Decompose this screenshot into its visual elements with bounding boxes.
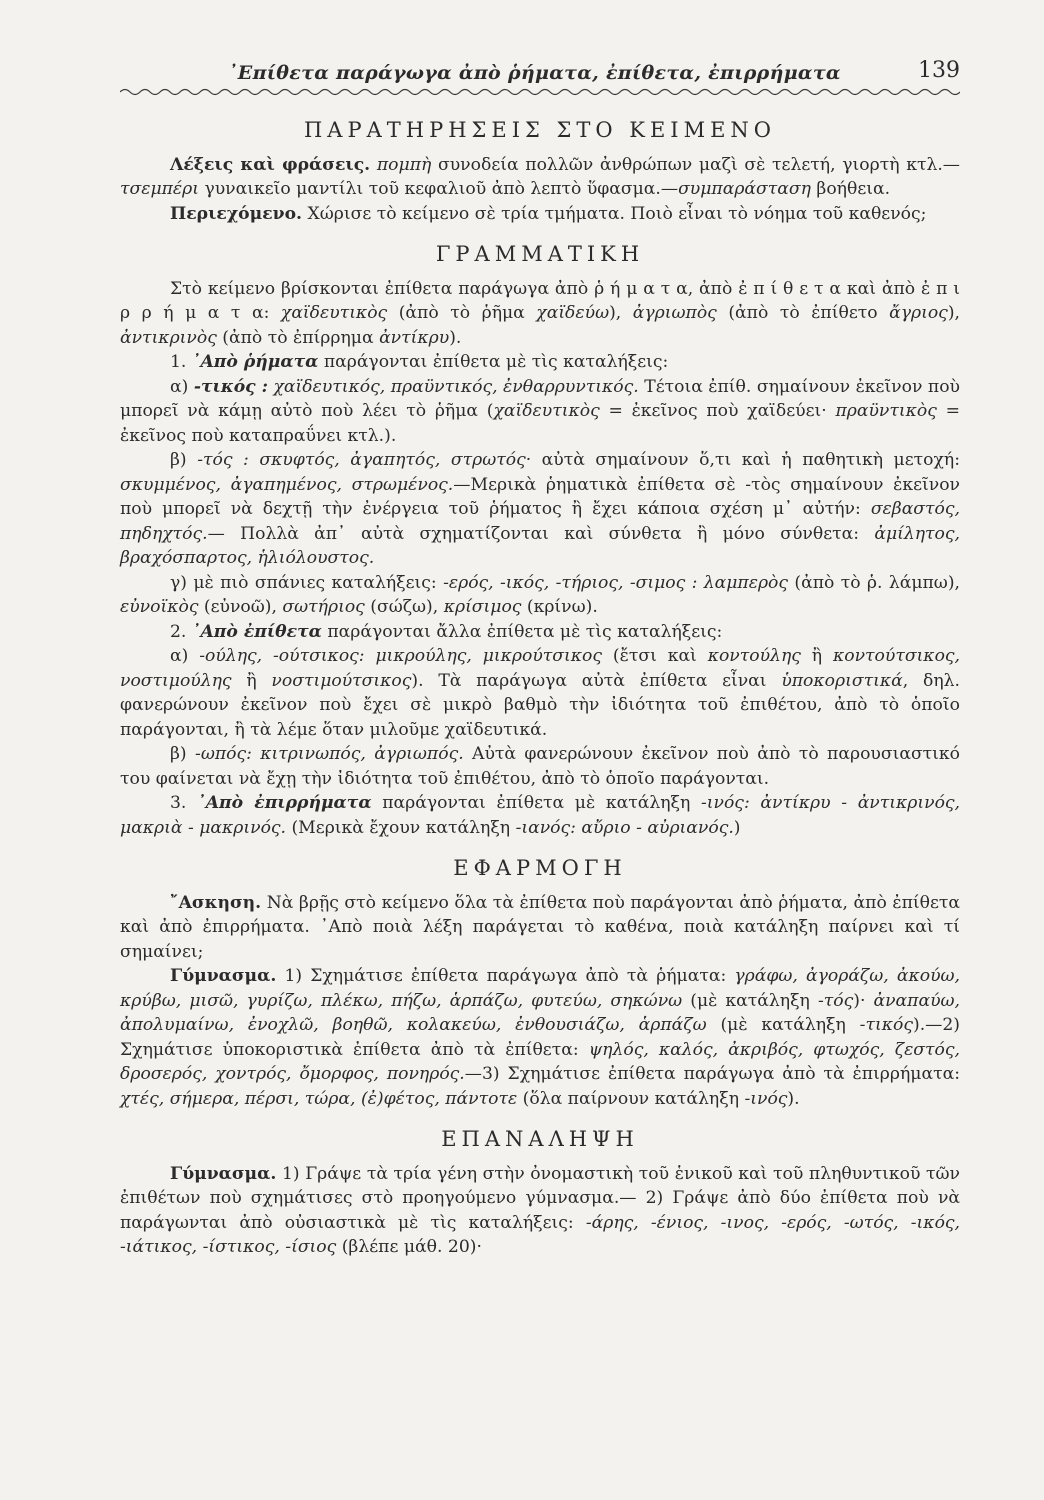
grammar-item-3: 3. ᾿Απὸ ἐπιρρήματα παράγονται ἐπίθετα μὲ κατάληξη -ινός: ἀντίκρυ - ἀντικρινός, μακριὰ - μακρινός. (Μερικὰ ἔχουν κατάληξη -ιανός: αὔριο - αὐριανός.)	[120, 793, 961, 838]
section-title-application: ΕΦΑΡΜΟΓΗ	[453, 856, 627, 880]
running-title: ᾿Επίθετα παράγωγα ἀπὸ ῥήματα, ἐπίθετα, ἐπιρρήματα	[228, 62, 841, 84]
review-drill-paragraph: Γύμνασμα. 1) Γράψε τὰ τρία γένη στὴν ὀνομαστικὴ τοῦ ἑνικοῦ καὶ τοῦ πληθυντικοῦ τῶν ἐπιθέτων ποὺ σχημάτισες στὸ προηγούμενο γύμνασμα.— 2) Γράψε ἀπὸ δύο ἐπίθετα ποὺ νὰ παράγωνται ἀπὸ οὐσιαστικὰ μὲ τὶς καταλήξεις: -άρης, -ένιος, -ινος, -ερός, -ωτός, -ικός, -ιάτικος, -ίστικος, -ίσιος (βλέπε μάθ. 20)·	[120, 1163, 961, 1257]
section-title-observations: ΠΑΡΑΤΗΡΗΣΕΙΣ ΣΤΟ ΚΕΙΜΕΝΟ	[303, 118, 777, 142]
page-number: 139	[918, 58, 960, 83]
grammar-item-2a: α) -ούλης, -ούτσικος: μικρούλης, μικρούτσικος (ἔτσι καὶ κοντούλης ἢ κοντούτσικος, νοστιμούλης ἢ νοστιμούτσικος). Τὰ παράγωγα αὐτὰ ἐπίθετα εἶναι ὑποκοριστικά, δηλ. φανερώνουν ἐκεῖνον ποὺ ἔχει σὲ μικρὸ βαθμὸ τὴν ἰδιότητα τοῦ ἐπιθέτου, ἀπὸ τὸ ὁποῖο παράγονται, ἢ τὰ λέμε ὅταν μιλοῦμε χαϊδευτικά.	[120, 646, 961, 740]
paragraph-words-phrases: Λέξεις καὶ φράσεις. πομπὴ συνοδεία πολλῶν ἀνθρώπων μαζὶ σὲ τελετή, γιορτὴ κτλ.—τσεμπέρι γυναικεῖο μαντίλι τοῦ κεφαλιοῦ ἀπὸ λεπτὸ ὕφασμα.—συμπαράσταση βοήθεια.	[120, 154, 960, 199]
grammar-intro: Στὸ κείμενο βρίσκονται ἐπίθετα παράγωγα ἀπὸ ῥ ή μ α τ α, ἀπὸ ἐ π ί θ ε τ α καὶ ἀπὸ ἐ π ι ρ ρ ή μ α τ α: χαϊδευτικὸς (ἀπὸ τὸ ῥῆμα χαϊδεύω), ἀγριωπὸς (ἀπὸ τὸ ἐπίθετο ἄγριος), ἀντικρινὸς (ἀπὸ τὸ ἐπίρρημα ἀντίκρυ).	[120, 278, 961, 348]
page-header	[120, 58, 960, 98]
drill-paragraph: Γύμνασμα. 1) Σχημάτισε ἐπίθετα παράγωγα ἀπὸ τὰ ῥήματα: γράφω, ἀγοράζω, ἀκούω, κρύβω, μισῶ, γυρίζω, πλέκω, πήζω, ἁρπάζω, φυτεύω, σηκώνω (μὲ κατάληξη -τός)· ἀναπαύω, ἀπολυμαίνω, ἐνοχλῶ, βοηθῶ, κολακεύω, ἐνθουσιάζω, ἁρπάζω (μὲ κατάληξη -τικός).—2) Σχημάτισε ὑποκοριστικὰ ἐπίθετα ἀπὸ τὰ ἐπίθετα: ψηλός, καλός, ἀκριβός, φτωχός, ζεστός, δροσερός, χοντρός, ὄμορφος, πονηρός.—3) Σχημάτισε ἐπίθετα παράγωγα ἀπὸ τὰ ἐπιρρήματα: χτές, σήμερα, πέρσι, τώρα, (ἐ)φέτος, πάντοτε (ὅλα παίρνουν κατάληξη -ινός).	[120, 966, 960, 1109]
header-wavy-rule	[120, 86, 960, 98]
page-content	[120, 112, 960, 1260]
grammar-item-2b: β) -ωπός: κιτρινωπός, ἀγριωπός. Αὐτὰ φανερώνουν ἐκεῖνον ποὺ ἀπὸ τὸ παρουσιαστικό του φαίνεται νὰ ἔχῃ τὴν ἰδιότητα τοῦ ἐπιθέτου, ἀπὸ τὸ ὁποῖο παράγονται.	[120, 744, 961, 789]
section-title-grammar: ΓΡΑΜΜΑΤΙΚΗ	[435, 242, 645, 266]
section-title-review: ΕΠΑΝΑΛΗΨΗ	[441, 1127, 639, 1151]
grammar-item-1a: α) -τικός : χαϊδευτικός, πραϋντικός, ἐνθαρρυντικός. Τέτοια ἐπίθ. σημαίνουν ἐκεῖνον ποὺ μπορεῖ νὰ κάμῃ αὐτὸ ποὺ λέει τὸ ῥῆμα (χαϊδευτικὸς = ἐκεῖνος ποὺ χαϊδεύει· πραϋντικὸς = ἐκεῖνος ποὺ καταπραΰνει κτλ.).	[120, 376, 961, 446]
grammar-item-2: 2. ᾿Απὸ ἐπίθετα παράγονται ἄλλα ἐπίθετα μὲ τὶς καταλήξεις:	[170, 621, 723, 642]
exercise-paragraph: ῎Ασκηση. Νὰ βρῇς στὸ κείμενο ὅλα τὰ ἐπίθετα ποὺ παράγονται ἀπὸ ῥήματα, ἀπὸ ἐπίθετα καὶ ἀπὸ ἐπιρρήματα. ᾿Απὸ ποιὰ λέξη παράγεται τὸ καθένα, ποιὰ κατάληξη παίρνει καὶ τί σημαίνει;	[120, 892, 960, 962]
grammar-item-1: 1. ᾿Απὸ ῥήματα παράγονται ἐπίθετα μὲ τὶς καταλήξεις:	[170, 352, 669, 372]
grammar-item-1c: γ) μὲ πιὸ σπάνιες καταλήξεις: -ερός, -ικός, -τήριος, -σιμος : λαμπερὸς (ἀπὸ τὸ ῥ. λάμπω), εὐνοϊκὸς (εὐνοῶ), σωτήριος (σώζω), κρίσιμος (κρίνω).	[120, 572, 960, 617]
grammar-item-1b: β) -τός : σκυφτός, ἀγαπητός, στρωτός· αὐτὰ σημαίνουν ὅ,τι καὶ ἡ παθητικὴ μετοχή: σκυμμένος, ἀγαπημένος, στρωμένος.—Μερικὰ ῥηματικὰ ἐπίθετα σὲ -τὸς σημαίνουν ἐκεῖνον ποὺ μπορεῖ νὰ δεχτῇ τὴν ἐνέργεια τοῦ ῥήματος ἢ ἔχει κάποια σχέση μ᾿ αὐτήν: σεβαστός, πηδηχτός.— Πολλὰ ἀπ᾿ αὐτὰ σχηματίζονται καὶ σύνθετα ἢ μόνο σύνθετα: ἀμίλητος, βραχόσπαρτος, ἡλιόλουστος.	[120, 450, 961, 568]
paragraph-content: Περιεχόμενο. Χώρισε τὸ κείμενο σὲ τρία τμήματα. Ποιὸ εἶναι τὸ νόημα τοῦ καθενός;	[170, 203, 927, 224]
